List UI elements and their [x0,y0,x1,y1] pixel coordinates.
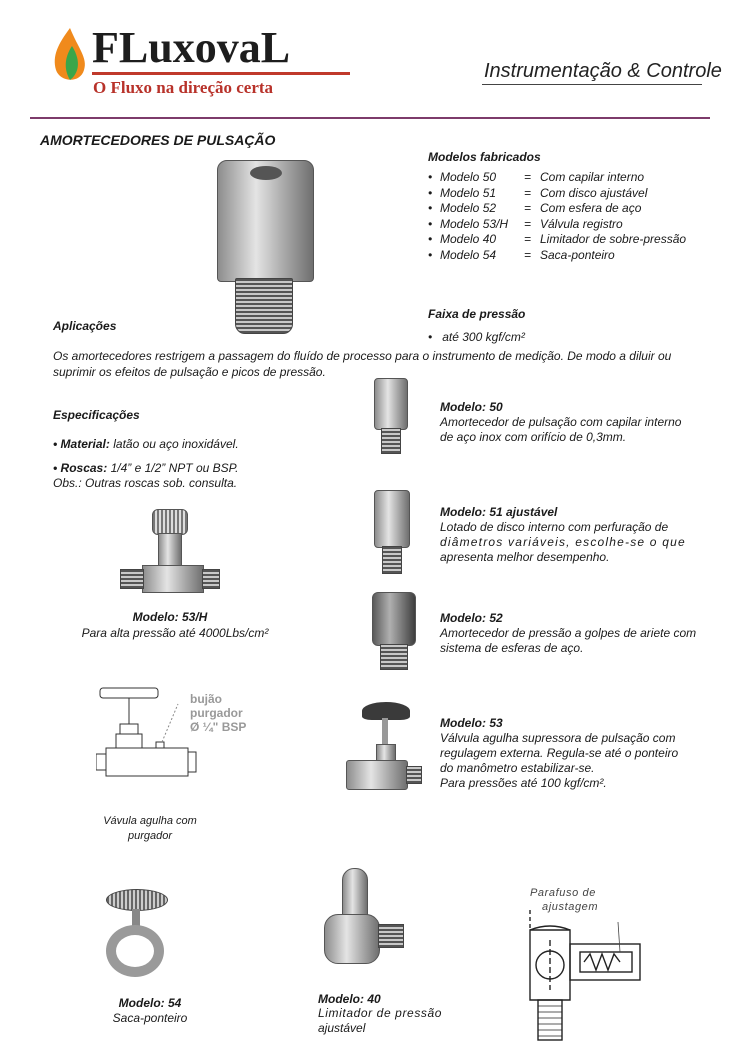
applications-text: Os amortecedores restrigem a passagem do fluído de processo para o instrumento de medição. De modo a diluir ou suprimir os efeitos de pulsação e picos de pressão. [53,349,672,379]
models-list [428,170,686,263]
model-40-line: ajustável [318,1021,366,1035]
model-50-line: Amortecedor de pulsação com capilar interno [440,415,682,429]
list-item: • Modelo 53/H = Válvula registro [428,216,623,231]
spec-note: Obs.: Outras roscas sob. consulta. [53,476,238,490]
model-52-photo [372,592,416,672]
model-54-text: Saca-ponteiro [112,1011,188,1025]
header-divider [30,117,710,119]
model-40-line: Limitador de pressão [318,1006,443,1020]
model-40-cross-section [510,910,680,1042]
model-53h-title: Modelo: 53/H [132,610,208,624]
applications-title: Aplicações [53,319,117,333]
model-53-line: do manômetro estabilizar-se. [440,761,595,775]
model-52-title: Modelo: 52 [440,611,503,625]
model-53-line: Para pressões até 100 kgf/cm². [440,776,607,790]
list-item: • Modelo 50 = Com capilar interno [428,170,645,184]
model-53-line: regulagem externa. Regula-se até o ponteiro [440,746,679,760]
page-title: AMORTECEDORES DE PULSAÇÃO [40,132,276,148]
model-53h-photo [118,505,218,600]
purge-plug-label: bujão purgador Ø ¼" BSP [190,692,247,734]
model-50-photo [374,378,408,454]
brand-underline [92,72,350,75]
model-53-photo [340,700,430,795]
brand-slogan: O Fluxo na direção certa [93,78,274,97]
model-54-title: Modelo: 54 [118,996,182,1010]
pressure-title: Faixa de pressão [428,307,526,321]
model-51-title: Modelo: 51 ajustável [440,505,558,519]
model-50-line: de aço inox com orifício de 0,3mm. [440,430,627,444]
model-51-line: Lotado de disco interno com perfuração de [440,520,669,534]
spec-material: • Material: latão ou aço inoxidável. [53,437,239,451]
model-50-title: Modelo: 50 [440,400,503,414]
model-51-photo [374,490,410,574]
model-52-line: sistema de esferas de aço. [440,641,584,655]
list-item: • Modelo 40 = Limitador de sobre-pressão [428,232,687,246]
tagline: Instrumentação & Controle [484,60,722,82]
specs-title: Especificações [53,408,140,422]
model-53-title: Modelo: 53 [440,716,503,730]
drawing-label: Parafuso de ajustagem [530,887,599,913]
damper-main-photo [205,160,335,335]
model-40-title: Modelo: 40 [318,992,381,1006]
model-53h-text: Para alta pressão até 4000Lbs/cm² [81,626,269,640]
tagline-rule [482,84,702,85]
model-51-line: diâmetros variáveis, escolhe-se o que [440,535,686,549]
list-item: • Modelo 54 = Saca-ponteiro [428,247,615,262]
models-title: Modelos fabricados [428,150,541,164]
brand-logo: FLuxovaL [92,23,291,72]
list-item: • Modelo 52 = Com esfera de aço [428,201,642,215]
needle-caption: Vávula agulha com purgador [103,815,197,842]
list-item: • Modelo 51 = Com disco ajustável [428,185,648,200]
flame-logo-icon [48,26,92,86]
spec-threads: • Roscas: 1/4” e 1/2” NPT ou BSP. [53,461,239,475]
model-54-photo [100,885,180,985]
pressure-value: • até 300 kgf/cm² [428,330,525,344]
model-51-line: apresenta melhor desempenho. [440,550,610,564]
model-40-photo [320,868,410,978]
model-52-line: Amortecedor de pressão a golpes de ariete com [440,626,697,640]
model-53-line: Válvula agulha supressora de pulsação com [440,731,676,745]
